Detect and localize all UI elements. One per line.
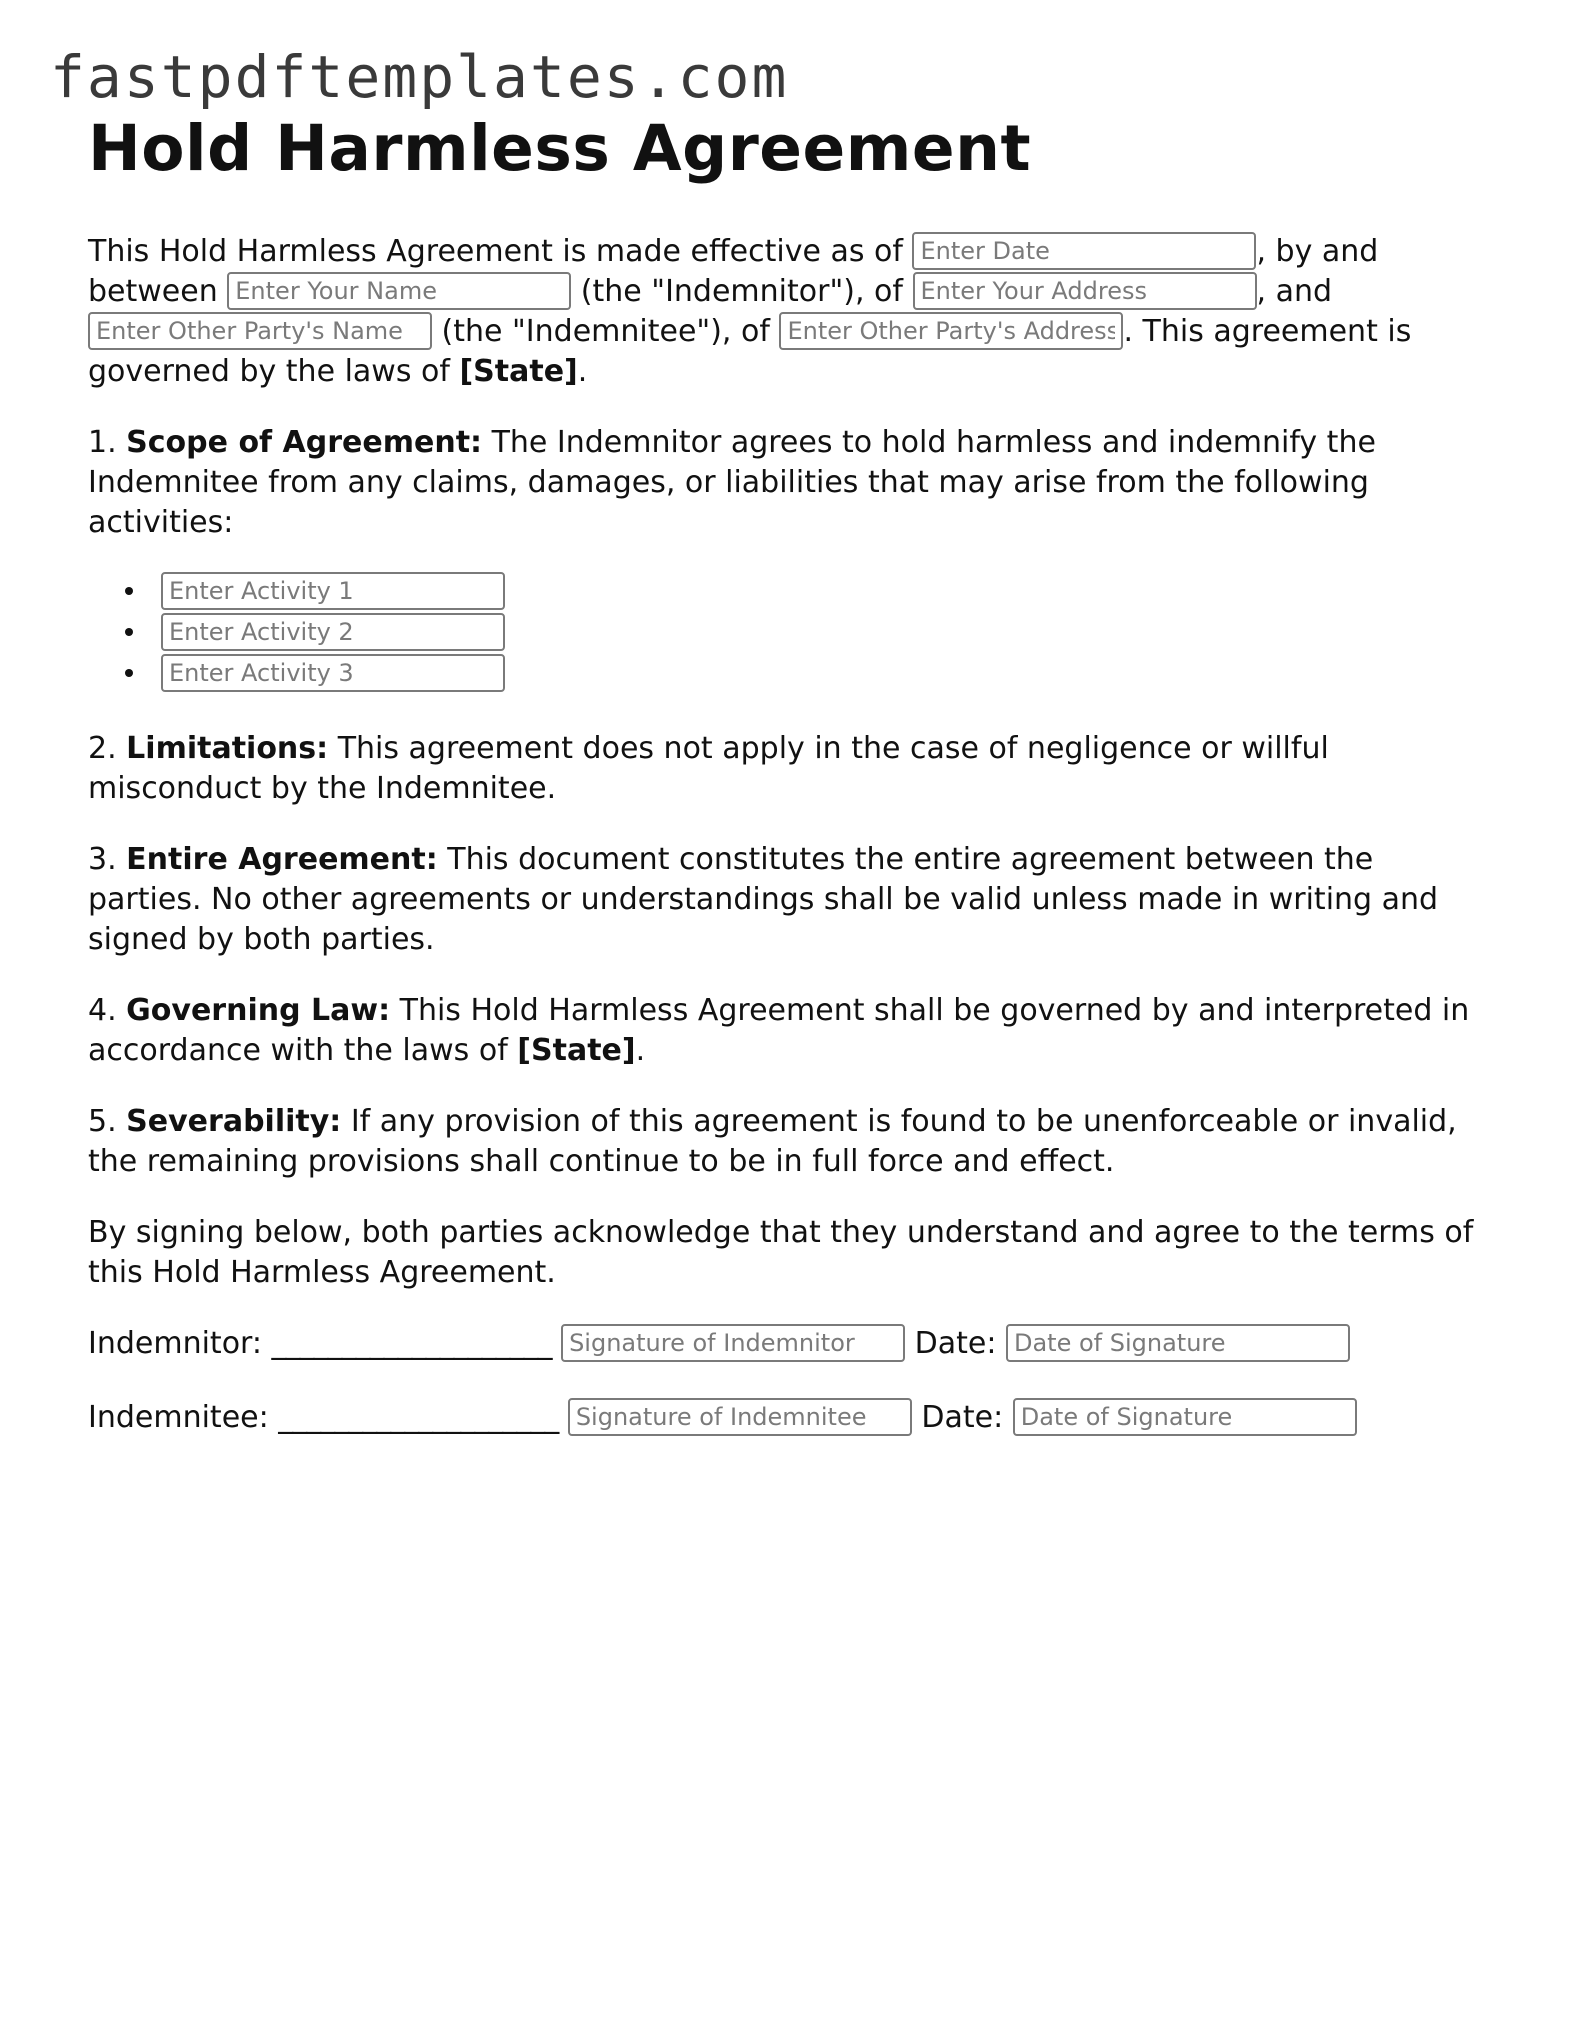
indemnitor-label: Indemnitor: bbox=[88, 1326, 272, 1361]
section-governing-law bbox=[88, 991, 1488, 1071]
indemnitee-signature-input[interactable] bbox=[568, 1398, 912, 1436]
bullet-icon bbox=[125, 669, 133, 677]
intro-state: [State] bbox=[459, 354, 578, 389]
section-heading: Scope of Agreement: bbox=[126, 425, 483, 460]
closing-paragraph: By signing below, both parties acknowledge that they understand and agree to the terms of this Hold Harmless Agreement. bbox=[88, 1215, 1474, 1290]
activity-list bbox=[88, 570, 1488, 693]
activity-2-input[interactable] bbox=[161, 613, 505, 651]
section-text: This agreement does not apply in the case of negligence or willful misconduct by the Indemnitee. bbox=[88, 731, 1329, 806]
activity-3-input[interactable] bbox=[161, 654, 505, 692]
indemnitee-signature-line: ____________________ bbox=[278, 1400, 559, 1435]
your-name-input[interactable] bbox=[227, 272, 571, 310]
activity-1-input[interactable] bbox=[161, 572, 505, 610]
list-item bbox=[128, 611, 1488, 652]
section-number: 1. bbox=[88, 425, 127, 460]
section-limitations bbox=[88, 729, 1488, 809]
intro-paragraph bbox=[88, 232, 1488, 392]
other-party-address-input[interactable] bbox=[779, 312, 1123, 350]
section-severability bbox=[88, 1102, 1488, 1182]
intro-text-5: (the "Indemnitee"), of bbox=[432, 314, 780, 349]
intro-text-3: (the "Indemnitor"), of bbox=[571, 274, 913, 309]
list-item bbox=[128, 570, 1488, 611]
your-address-input[interactable] bbox=[913, 272, 1257, 310]
indemnitor-date-input[interactable] bbox=[1006, 1324, 1350, 1362]
indemnitee-signature-row bbox=[88, 1398, 1488, 1438]
intro-text-4: , and bbox=[1256, 274, 1333, 309]
indemnitor-signature-input[interactable] bbox=[561, 1324, 905, 1362]
intro-text-1: This Hold Harmless Agreement is made effective as of bbox=[88, 234, 913, 269]
governing-state: [State] bbox=[517, 1033, 636, 1068]
section-text: This document constitutes the entire agreement between the parties. No other agreements or understandings shall be valid unless made in writing and signed by both parties. bbox=[88, 842, 1439, 957]
section-text: The Indemnitor agrees to hold harmless and indemnify the Indemnitee from any claims, damages, or liabilities that may arise from the following activities: bbox=[88, 425, 1376, 540]
section-number: 3. bbox=[88, 842, 127, 877]
intro-text-6: . This agreement is governed by the laws of bbox=[88, 314, 1412, 389]
indemnitor-date-label: Date: bbox=[914, 1326, 997, 1361]
page-title: Hold Harmless Agreement bbox=[88, 112, 1032, 185]
effective-date-input[interactable] bbox=[912, 232, 1256, 270]
document-body bbox=[88, 112, 1488, 1472]
section-heading: Governing Law: bbox=[126, 993, 391, 1028]
intro-text-7: . bbox=[577, 354, 588, 389]
section-entire-agreement bbox=[88, 840, 1488, 960]
section-number: 5. bbox=[88, 1104, 127, 1139]
other-party-name-input[interactable] bbox=[88, 312, 432, 350]
section-end: . bbox=[635, 1033, 646, 1068]
section-scope bbox=[88, 423, 1488, 543]
intro-text-2: , by and between bbox=[88, 234, 1379, 309]
indemnitee-date-label: Date: bbox=[921, 1400, 1004, 1435]
section-text: If any provision of this agreement is found to be unenforceable or invalid, the remaining provisions shall continue to be in full force and effect. bbox=[88, 1104, 1457, 1179]
watermark: fastpdftemplates.com bbox=[50, 43, 789, 111]
section-heading: Entire Agreement: bbox=[126, 842, 438, 877]
indemnitor-signature-row bbox=[88, 1324, 1488, 1364]
bullet-icon bbox=[125, 628, 133, 636]
section-heading: Limitations: bbox=[126, 731, 329, 766]
list-item bbox=[128, 652, 1488, 693]
bullet-icon bbox=[125, 587, 133, 595]
indemnitee-date-input[interactable] bbox=[1013, 1398, 1357, 1436]
indemnitee-label: Indemnitee: bbox=[88, 1400, 279, 1435]
section-heading: Severability: bbox=[126, 1104, 342, 1139]
section-text: This Hold Harmless Agreement shall be governed by and interpreted in accordance with the laws of bbox=[88, 993, 1470, 1068]
section-number: 2. bbox=[88, 731, 127, 766]
indemnitor-signature-line: ____________________ bbox=[271, 1326, 552, 1361]
section-number: 4. bbox=[88, 993, 127, 1028]
